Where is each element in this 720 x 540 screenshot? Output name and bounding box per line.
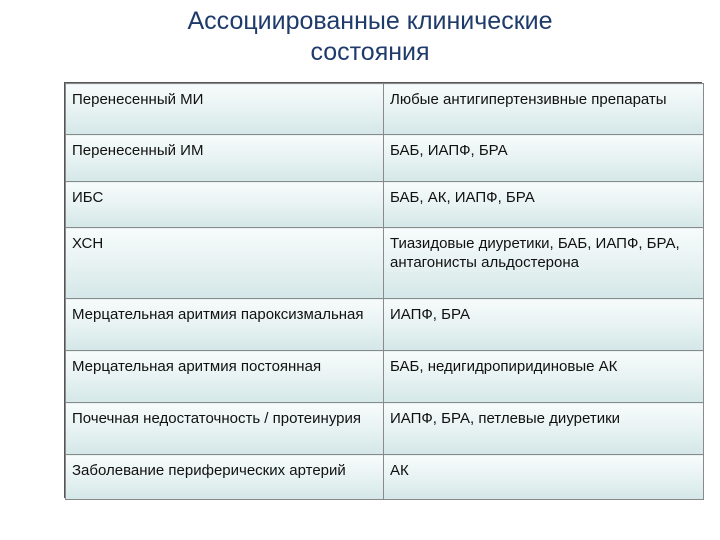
drugs-cell: ИАПФ, БРА [384,299,704,351]
condition-cell: ХСН [66,228,384,299]
drugs-cell: БАБ, АК, ИАПФ, БРА [384,182,704,228]
condition-cell: Мерцательная аритмия постоянная [66,351,384,403]
table-row [66,228,704,299]
table-row [66,403,704,455]
slide-title-line-2: состояния [310,38,430,66]
drugs-cell: АК [384,455,704,500]
table-row [66,351,704,403]
drugs-cell: Тиазидовые диуретики, БАБ, ИАПФ, БРА, антагонисты альдостерона [384,228,704,299]
conditions-table [64,82,702,498]
table-row [66,299,704,351]
table-row [66,135,704,182]
slide-title [150,6,590,68]
condition-cell: Перенесенный ИМ [66,135,384,182]
condition-cell: Перенесенный МИ [66,84,384,135]
condition-cell: Мерцательная аритмия пароксизмальная [66,299,384,351]
table-row [66,84,704,135]
condition-cell: ИБС [66,182,384,228]
slide-title-line-1: Ассоциированные клинические [187,7,553,35]
condition-cell: Почечная недостаточность / протеинурия [66,403,384,455]
drugs-cell: БАБ, ИАПФ, БРА [384,135,704,182]
drugs-cell: ИАПФ, БРА, петлевые диуретики [384,403,704,455]
condition-cell: Заболевание периферических артерий [66,455,384,500]
drugs-cell: Любые антигипертензивные препараты [384,84,704,135]
table-row [66,455,704,500]
drugs-cell: БАБ, недигидропиридиновые АК [384,351,704,403]
table-row [66,182,704,228]
